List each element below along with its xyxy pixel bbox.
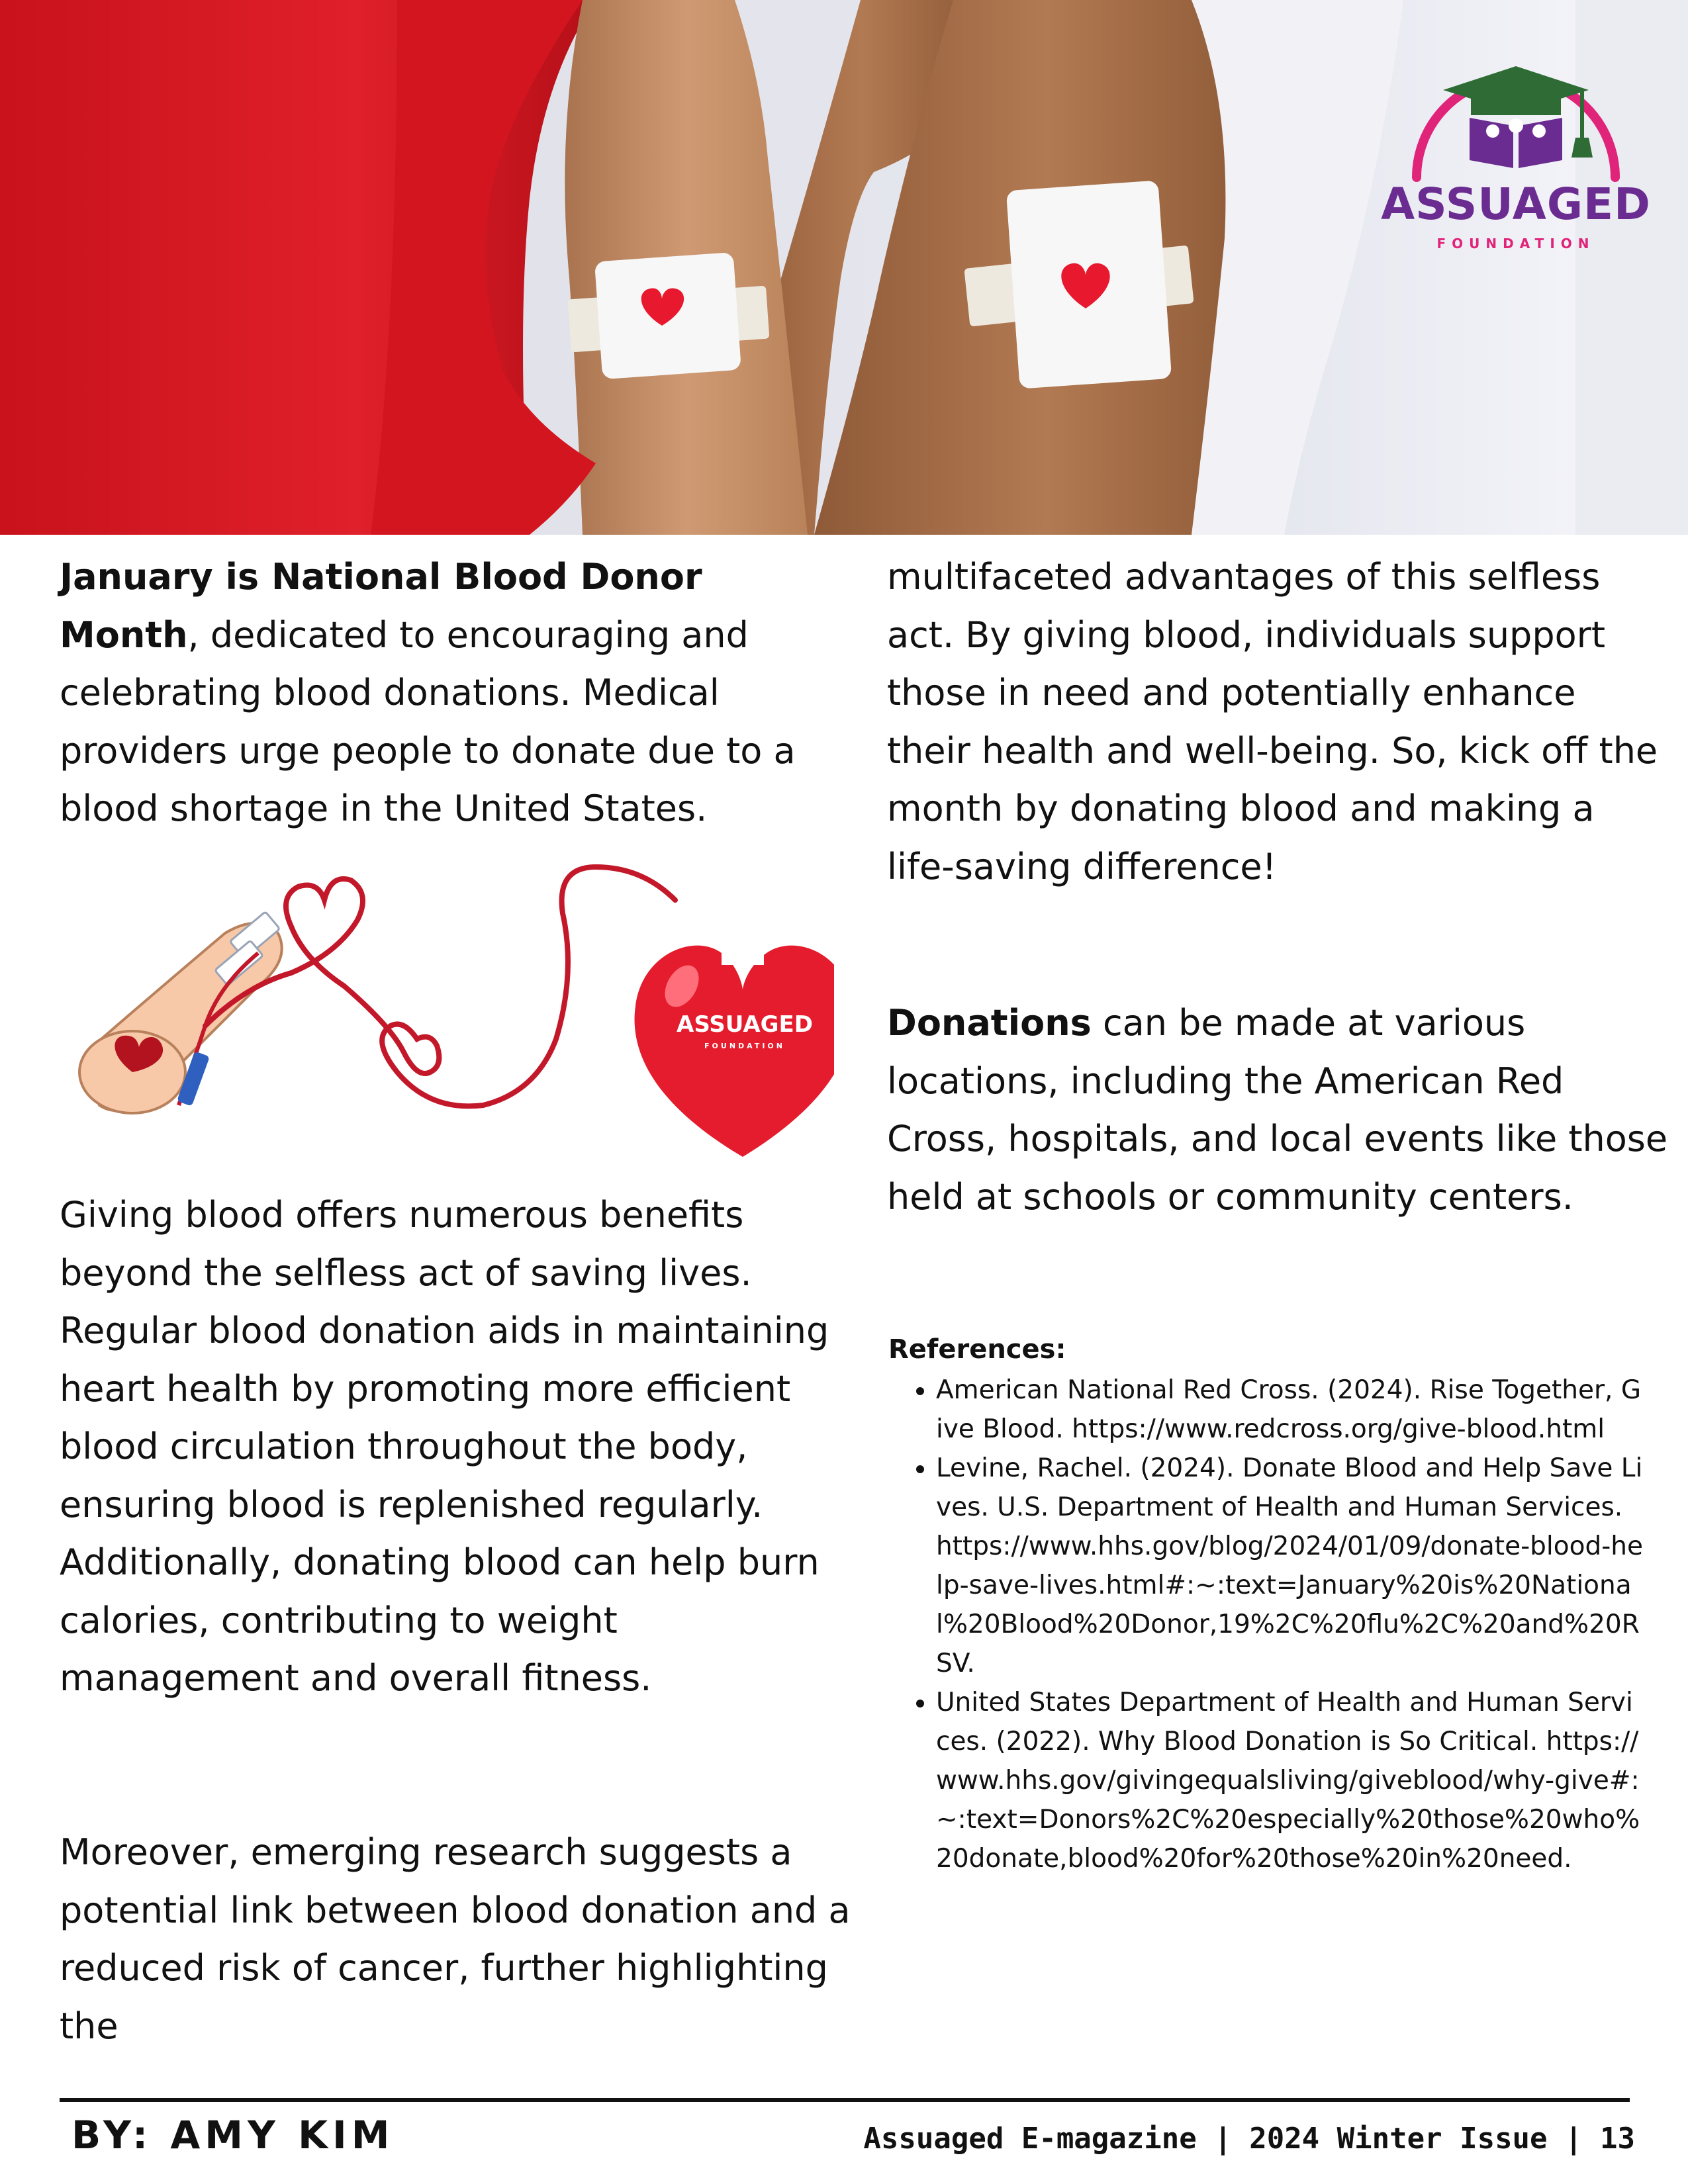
illustration-logo-wordmark: ASSUAGED — [677, 1011, 813, 1038]
author-byline: BY: AMY KIM — [71, 2113, 395, 2158]
reference-item: • American National Red Cross. (2024). Rise Together, Give Blood. https://www.redcross.org/give-blood.html — [936, 1371, 1643, 1449]
graduation-cap-icon — [1357, 32, 1675, 184]
reference-item: • United States Department of Health and Human Services. (2022). Why Blood Donation is So Critical. https://www.hhs.gov/givingequalsliving/giveblood/why-give#:~:text=Donors%2C%20especially%20those%20who%20donate,blood%20for%20those%20in%20need. — [936, 1683, 1643, 1878]
references-section — [888, 1330, 1643, 1878]
illustration-logo-tagline: FOUNDATION — [704, 1042, 785, 1050]
research-text: Moreover, emerging research suggests a potential link between blood donation and a reduced risk of cancer, further highlighting the — [60, 1831, 851, 2047]
intro-bold-text: January is National Blood Donor Month — [60, 556, 702, 656]
continuation-text: multifaceted advantages of this selfless act. By giving blood, individuals support those in need and potentially enhance their health and well-being. So, kick off the month by donating blood and making a life-saving difference! — [887, 556, 1658, 887]
benefits-paragraph — [60, 1186, 854, 1707]
assuaged-foundation-logo — [1357, 32, 1675, 270]
intro-paragraph — [60, 548, 854, 838]
research-paragraph — [60, 1823, 854, 2055]
references-list — [888, 1371, 1643, 1878]
logo-wordmark: ASSUAGED — [1381, 179, 1651, 230]
references-heading: References: — [888, 1334, 1066, 1365]
issue-info: Assuaged E-magazine | 2024 Winter Issue | 13 — [863, 2122, 1635, 2156]
blood-donation-illustration — [60, 854, 834, 1165]
footer-divider — [60, 2098, 1630, 2102]
logo-tagline: FOUNDATION — [1436, 236, 1595, 251]
donations-paragraph — [887, 994, 1668, 1226]
intro-text: , dedicated to encouraging and celebrating blood donations. Medical providers urge people to donate due to a blood shortage in the United States. — [60, 614, 796, 829]
donations-text: can be made at various locations, including the American Red Cross, hospitals, and local events like those held at schools or community centers. — [887, 1002, 1668, 1218]
donor-arm-heart-icon — [60, 854, 834, 1165]
benefits-text: Giving blood offers numerous benefits beyond the selfless act of saving lives. Regular blood donation aids in maintaining heart health by promoting more efficient blood circulation throughout the body, ensuring blood is replenished regularly. Additionally, donating blood can help burn calories, contributing to weight management and overall fitness. — [60, 1194, 829, 1699]
continuation-paragraph — [887, 548, 1668, 895]
reference-item: • Levine, Rachel. (2024). Donate Blood and Help Save Lives. U.S. Department of Health and Human Services. https://www.hhs.gov/blog/2024/01/09/donate-blood-help-save-lives.html#:~:text=January%20is%20National%20Blood%20Donor,19%2C%20flu%2C%20and%20RSV. — [936, 1449, 1643, 1683]
donations-bold-text: Donations — [887, 1002, 1092, 1044]
